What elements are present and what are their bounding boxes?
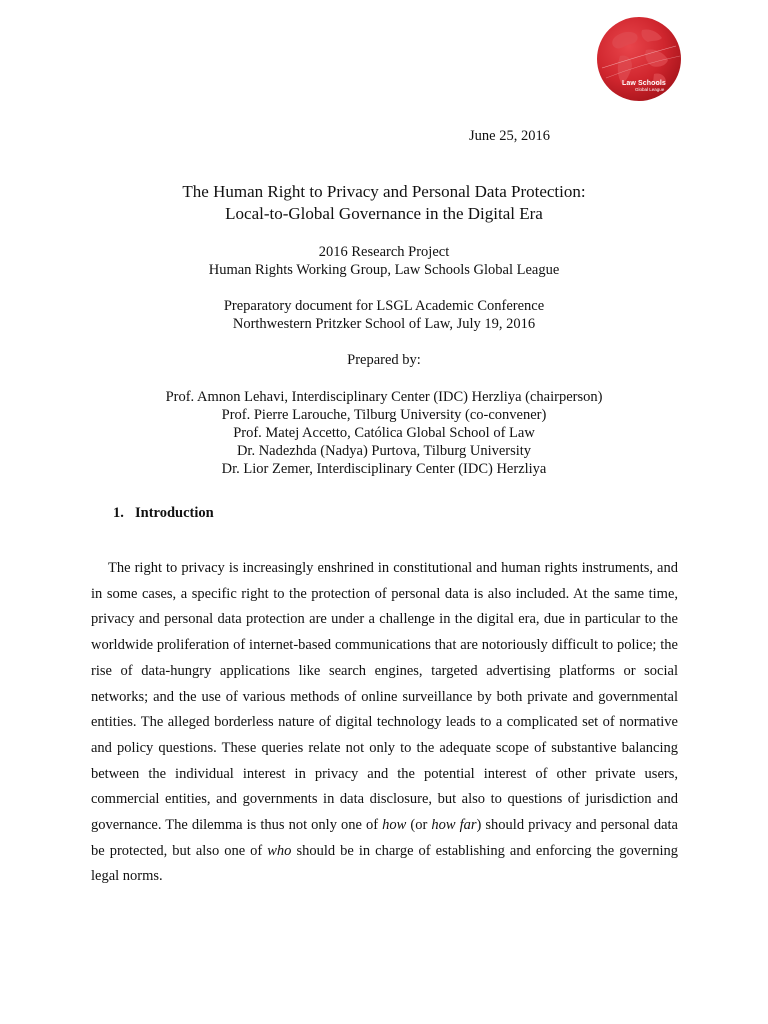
project-line-1: 2016 Research Project — [318, 244, 450, 260]
intro-paragraph — [91, 556, 678, 890]
logo-line-2: Global League — [635, 87, 665, 92]
paragraph-text: ) should privacy and personal data be protected, but also one of — [91, 817, 678, 859]
title-line-1: The Human Right to Privacy and Personal Data Protection: — [182, 182, 586, 201]
author-item: Prof. Pierre Larouche, Tilburg University (co-convener) — [221, 407, 547, 423]
section-number: 1. — [113, 505, 124, 521]
preparatory-info — [0, 297, 768, 333]
logo-line-1: Law Schools — [622, 80, 666, 87]
paragraph-text: The right to privacy is increasingly enshrined in constitutional and human rights instruments, and in some cases, a specific right to the protection of personal data is also included. At the same time, privacy and personal data protection are under a challenge in the digital era, due in particular to the worldwide proliferation of internet-based communications that are notoriously difficult to police; the rise of data-hungry applications like search engines, targeted advertising platforms or social networks; and the use of various methods of online surveillance by both private and governmental entities. The alleged borderless nature of digital technology leads to a complicated set of normative and policy questions. These queries relate not only to the adequate scope of substantive balancing between the individual interest in privacy and the potential interest of other private users, commercial entities, and governments in data disclosure, but also to questions of jurisdiction and governance. The dilemma is thus not only one of — [91, 560, 678, 834]
paragraph-text: (or — [406, 817, 432, 834]
emphasis-how: how — [382, 817, 407, 834]
document-date: June 25, 2016 — [469, 128, 550, 144]
author-item: Prof. Amnon Lehavi, Interdisciplinary Center (IDC) Herzliya (chairperson) — [165, 389, 603, 405]
project-line-2: Human Rights Working Group, Law Schools Global League — [208, 262, 560, 278]
emphasis-who: who — [267, 842, 292, 859]
author-list — [0, 388, 768, 478]
logo-wordmark — [622, 80, 682, 93]
author-item: Prof. Matej Accetto, Católica Global School of Law — [233, 425, 535, 441]
prepared-by-label: Prepared by: — [347, 352, 421, 368]
author-item: Dr. Lior Zemer, Interdisciplinary Center (IDC) Herzliya — [221, 461, 547, 477]
section-title: Introduction — [135, 505, 214, 521]
emphasis-how-far: how far — [431, 817, 477, 834]
project-info — [0, 243, 768, 279]
section-heading — [113, 505, 214, 522]
author-item: Dr. Nadezhda (Nadya) Purtova, Tilburg University — [236, 443, 532, 459]
document-title — [0, 181, 768, 225]
preparatory-line-2: Northwestern Pritzker School of Law, July 19, 2016 — [232, 316, 536, 332]
title-line-2: Local-to-Global Governance in the Digital Era — [225, 204, 543, 223]
preparatory-line-1: Preparatory document for LSGL Academic Conference — [223, 298, 545, 314]
paragraph-text: should be in charge of establishing and enforcing the governing legal norms. — [91, 842, 678, 885]
